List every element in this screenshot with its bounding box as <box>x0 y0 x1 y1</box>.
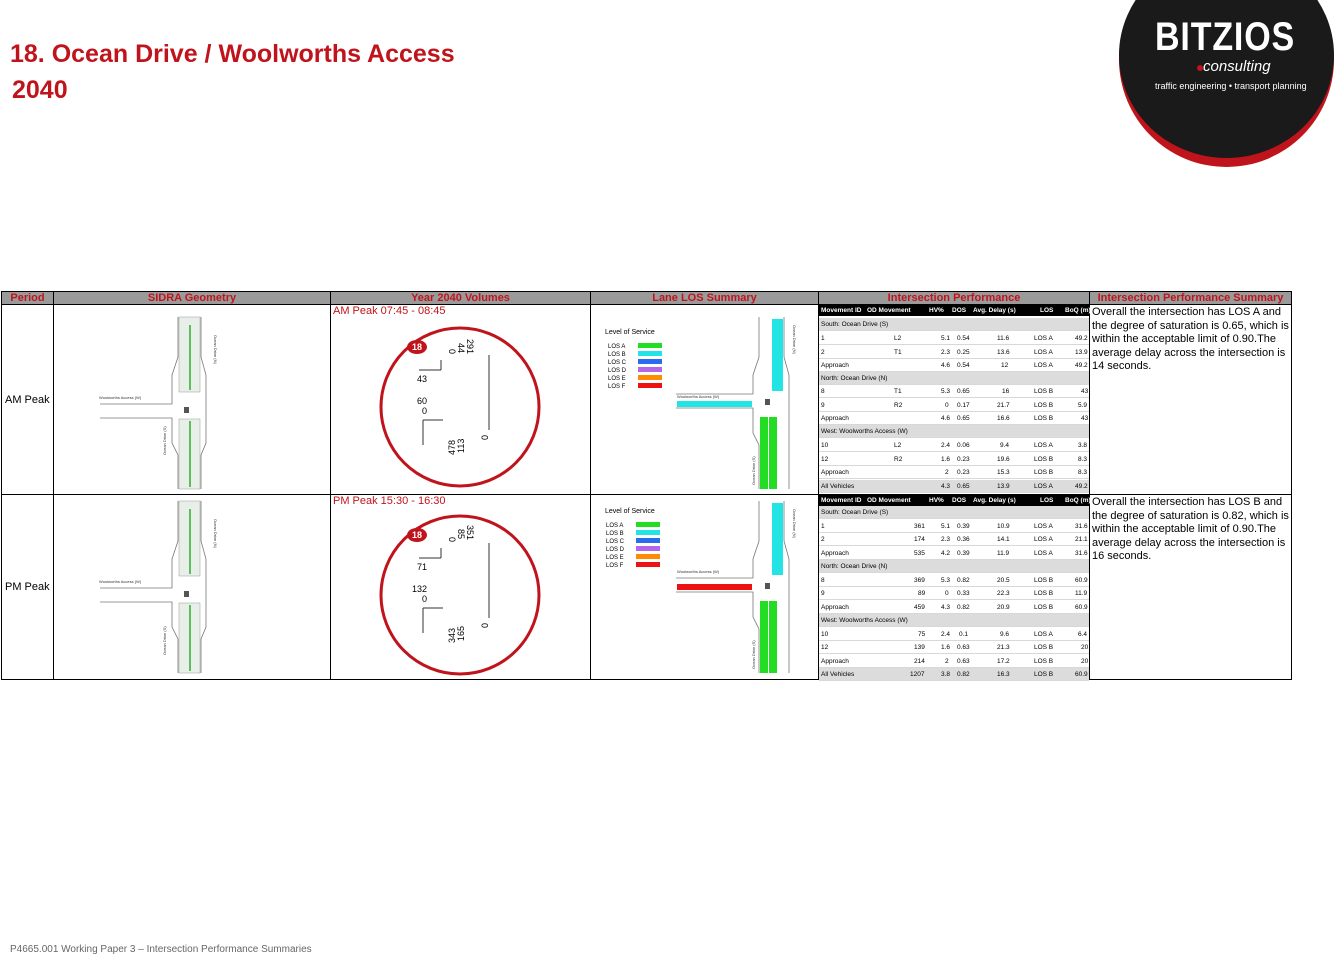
intersection-table <box>1 291 1292 680</box>
performance-row: Approach 214 2 0.63 17.2 LOS B 20 <box>819 655 1089 668</box>
volume-s-uturn: 0 <box>480 622 490 628</box>
col-delay: Avg. Delay (s) <box>973 497 1016 504</box>
los-legend-swatch <box>638 343 662 348</box>
header-intersection-performance: Intersection Performance <box>819 292 1090 305</box>
performance-section-row: South: Ocean Drive (S) <box>819 506 1089 519</box>
geometry-label-south: Ocean Drive (S) <box>162 626 167 655</box>
los-legend-label: LOS D <box>608 368 627 374</box>
volume-s-thru: 343 <box>447 627 457 643</box>
geometry-label-north: Ocean Drive (N) <box>213 335 218 364</box>
volume-w-left: 132 <box>412 584 428 594</box>
col-movement-id: Movement ID <box>821 307 862 314</box>
header-lane-los: Lane LOS Summary <box>591 292 819 305</box>
lane-los-cell-am <box>591 305 819 495</box>
los-label-south: Ocean Drive (S) <box>751 456 756 485</box>
volume-w-right: 43 <box>417 374 428 384</box>
volumes-diagram <box>331 495 589 677</box>
header-period: Period <box>2 292 54 305</box>
los-legend-label: LOS B <box>606 531 624 537</box>
los-legend-swatch <box>636 522 660 527</box>
lane-los-diagram <box>591 305 817 493</box>
intersection-number: 18 <box>411 530 423 540</box>
col-od-movement: OD Movement <box>867 497 911 504</box>
header-performance-summary: Intersection Performance Summary <box>1090 292 1291 305</box>
peak-label: PM Peak 15:30 - 16:30 <box>333 495 446 507</box>
logo-sub: consulting <box>1203 58 1271 75</box>
performance-row: 12 R2 1.6 0.23 19.6 LOS B 8.3 <box>819 453 1089 466</box>
performance-row: 1 361 5.1 0.39 10.9 LOS A 31.6 <box>819 520 1089 533</box>
los-legend-title: Level of Service <box>605 508 655 515</box>
col-hv: HV% <box>929 497 944 504</box>
los-legend-label: LOS A <box>606 523 624 529</box>
volume-s-right: 165 <box>456 625 466 641</box>
los-legend-title: Level of Service <box>605 329 655 336</box>
los-legend-label: LOS B <box>608 352 626 358</box>
volume-s-uturn: 0 <box>480 434 490 440</box>
los-legend-label: LOS C <box>606 539 625 545</box>
performance-total-row: All Vehicles 1207 3.8 0.82 16.3 LOS B 60.9 <box>819 668 1089 681</box>
performance-row: 12 139 1.6 0.63 21.3 LOS B 20 <box>819 641 1089 654</box>
performance-row: 9 R2 0 0.17 21.7 LOS B 5.9 <box>819 399 1089 412</box>
lane-north-thru <box>772 319 783 391</box>
volume-w-uturn: 0 <box>422 594 428 604</box>
performance-row: 8 369 5.3 0.82 20.5 LOS B 60.9 <box>819 574 1089 587</box>
volume-w-uturn: 0 <box>422 406 428 416</box>
sidra-geometry-am <box>54 305 331 495</box>
volume-n-left: 44 <box>456 343 466 354</box>
los-legend-swatch <box>638 383 662 388</box>
volume-s-right: 113 <box>456 438 466 453</box>
col-dos: DOS <box>952 307 967 314</box>
performance-cell-pm <box>819 495 1090 679</box>
lane-west <box>677 401 752 407</box>
los-legend-swatch <box>636 530 660 535</box>
los-label-north: Ocean Drive (N) <box>792 325 797 354</box>
performance-section-row: North: Ocean Drive (N) <box>819 560 1089 573</box>
performance-row: 2 T1 2.3 0.25 13.6 LOS A 13.9 <box>819 346 1089 359</box>
col-movement-id: Movement ID <box>821 497 862 504</box>
lane-north-thru <box>772 503 783 575</box>
volume-w-left: 60 <box>417 396 428 406</box>
performance-section-row: North: Ocean Drive (N) <box>819 372 1089 385</box>
lane-south-left <box>760 417 768 489</box>
period-cell-am <box>2 305 54 495</box>
geometry-diagram <box>54 305 329 493</box>
los-legend-swatch <box>636 562 660 567</box>
lane-south-thru <box>769 601 777 673</box>
geometry-diagram <box>54 495 329 677</box>
performance-row: 10 L2 2.4 0.06 9.4 LOS A 3.8 <box>819 439 1089 452</box>
volume-circle <box>381 516 539 674</box>
intersection-number: 18 <box>411 342 423 352</box>
period-cell-pm <box>2 495 54 679</box>
header-sidra-geometry: SIDRA Geometry <box>54 292 331 305</box>
col-dos: DOS <box>952 497 967 504</box>
logo-tagline: traffic engineering • transport planning <box>1155 81 1307 91</box>
los-legend-label: LOS C <box>608 360 627 366</box>
col-hv: HV% <box>929 307 944 314</box>
logo-name: BITZIOS <box>1155 15 1296 59</box>
performance-cell-am <box>819 305 1090 495</box>
col-los: LOS <box>1040 307 1054 314</box>
lane-south-thru <box>769 417 777 489</box>
volume-s-thru: 478 <box>447 439 457 455</box>
performance-row: 1 L2 5.1 0.54 11.6 LOS A 49.2 <box>819 332 1089 345</box>
lane-los-cell-pm <box>591 495 819 679</box>
los-legend-label: LOS F <box>606 563 624 569</box>
volume-n-left: 85 <box>456 529 466 540</box>
performance-row: 9 89 0 0.33 22.3 LOS B 11.9 <box>819 587 1089 600</box>
period-label: PM Peak <box>5 581 50 593</box>
volume-n-thru: 351 <box>465 525 475 541</box>
volumes-diagram <box>331 305 589 493</box>
volume-n-thru: 291 <box>465 339 475 355</box>
performance-row: 2 174 2.3 0.36 14.1 LOS A 21.1 <box>819 533 1089 546</box>
period-label: AM Peak <box>5 393 50 406</box>
page-subtitle-year: 2040 <box>12 76 68 104</box>
performance-row: Approach 535 4.2 0.39 11.9 LOS A 31.6 <box>819 547 1089 560</box>
sidra-geometry-pm <box>54 495 331 679</box>
lane-los-diagram <box>591 495 817 677</box>
los-legend-label: LOS D <box>606 547 625 553</box>
los-label-south: Ocean Drive (S) <box>751 640 756 669</box>
performance-row: 8 T1 5.3 0.65 16 LOS B 43 <box>819 385 1089 398</box>
bitzios-logo <box>1119 0 1334 167</box>
geometry-label-south: Ocean Drive (S) <box>162 426 167 455</box>
volume-n-uturn: 0 <box>447 537 457 543</box>
performance-summary-pm: Overall the intersection has LOS B and the degree of saturation is 0.82, which is within the acceptable limit of 0.90.The average delay across the intersection is 16 seconds. <box>1092 496 1289 563</box>
volumes-cell-pm <box>331 495 591 679</box>
volume-n-uturn: 0 <box>447 349 457 355</box>
los-legend-swatch <box>638 351 662 356</box>
page-title: 18. Ocean Drive / Woolworths Access <box>10 40 455 68</box>
performance-row: Approach 459 4.3 0.82 20.9 LOS B 60.9 <box>819 601 1089 614</box>
los-legend <box>608 343 662 390</box>
volumes-cell-am <box>331 305 591 495</box>
los-legend-swatch <box>638 375 662 380</box>
peak-label: AM Peak 07:45 - 08:45 <box>333 305 446 317</box>
performance-row: Approach 4.6 0.65 16.6 LOS B 43 <box>819 412 1089 425</box>
los-legend-swatch <box>636 546 660 551</box>
geometry-label-west: Woolworths Access (W) <box>99 579 142 584</box>
performance-summary-am: Overall the intersection has LOS A and the degree of saturation is 0.65, which is within the acceptable limit of 0.90.The average delay across the intersection is 14 seconds. <box>1090 305 1291 495</box>
performance-section-row: South: Ocean Drive (S) <box>819 318 1089 331</box>
los-label-west: Woolworths Access (W) <box>677 394 720 399</box>
col-boq: BoQ (m) <box>1065 497 1091 504</box>
performance-row: Approach 4.6 0.54 12 LOS A 49.2 <box>819 359 1089 372</box>
performance-row: Approach 2 0.23 15.3 LOS B 8.3 <box>819 466 1089 479</box>
performance-header-row <box>819 495 1089 506</box>
los-legend-label: LOS A <box>608 344 626 350</box>
col-delay: Avg. Delay (s) <box>973 307 1016 314</box>
performance-section-row: West: Woolworths Access (W) <box>819 425 1089 438</box>
los-label-north: Ocean Drive (N) <box>792 509 797 538</box>
geometry-label-west: Woolworths Access (W) <box>99 395 142 400</box>
volume-w-right: 71 <box>417 562 428 572</box>
performance-header-row <box>819 305 1089 316</box>
los-legend-label: LOS E <box>608 376 626 382</box>
los-legend-swatch <box>636 554 660 559</box>
col-los: LOS <box>1040 497 1054 504</box>
performance-section-row: West: Woolworths Access (W) <box>819 614 1089 627</box>
los-legend-label: LOS E <box>606 555 624 561</box>
header-volumes: Year 2040 Volumes <box>331 292 591 305</box>
los-legend-label: LOS F <box>608 384 626 390</box>
lane-south-left <box>760 601 768 673</box>
col-boq: BoQ (m) <box>1065 307 1091 314</box>
lane-west <box>677 584 752 590</box>
los-legend-swatch <box>638 359 662 364</box>
footer-text: P4665.001 Working Paper 3 – Intersection Performance Summaries <box>10 944 312 955</box>
geometry-label-north: Ocean Drive (N) <box>213 519 218 548</box>
col-od-movement: OD Movement <box>867 307 911 314</box>
performance-row: 10 75 2.4 0.1 9.6 LOS A 6.4 <box>819 628 1089 641</box>
los-legend-swatch <box>638 367 662 372</box>
performance-total-row: All Vehicles 4.3 0.65 13.9 LOS A 49.2 <box>819 480 1089 493</box>
los-legend <box>606 522 660 569</box>
los-legend-swatch <box>636 538 660 543</box>
los-label-west: Woolworths Access (W) <box>677 569 720 574</box>
